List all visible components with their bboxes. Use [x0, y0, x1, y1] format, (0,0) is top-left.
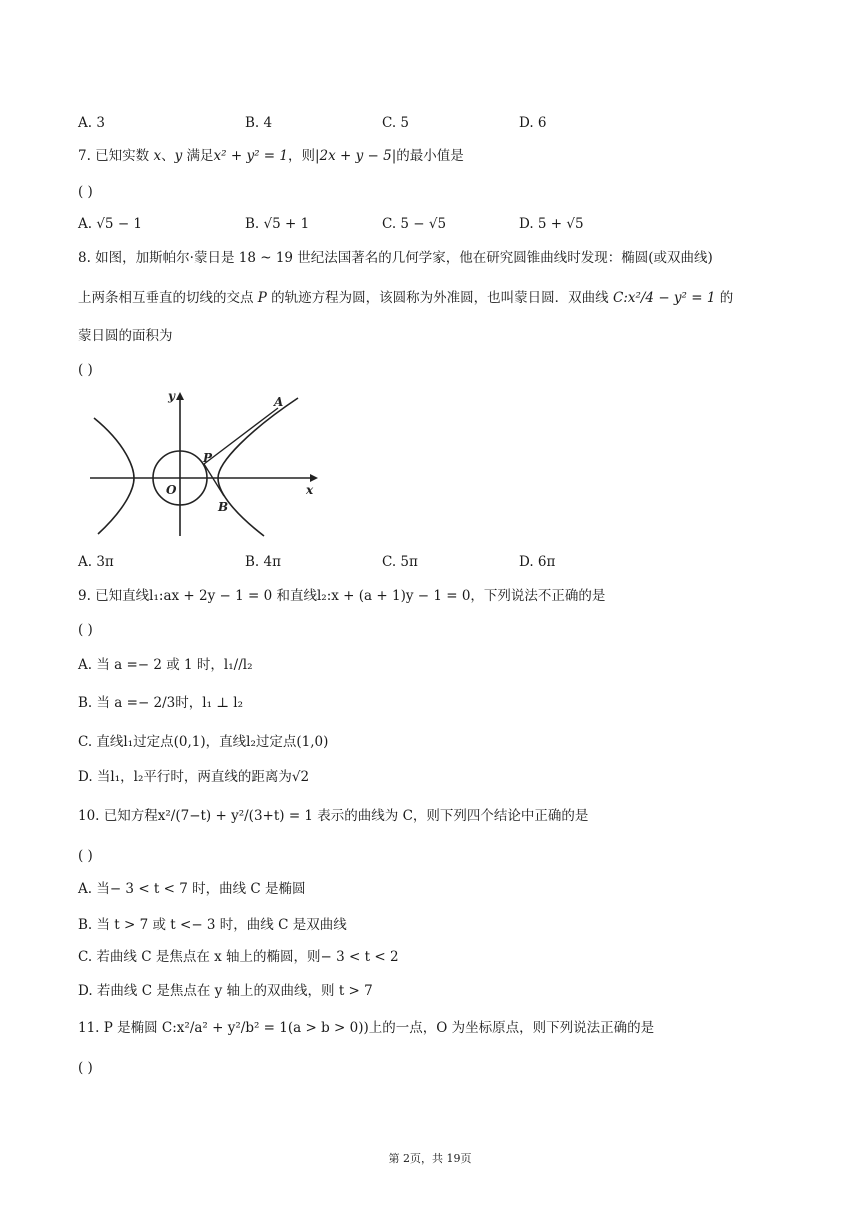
- page-footer: 第 2页，共 19页: [388, 1152, 472, 1165]
- hyperbola-left-branch: [94, 418, 134, 534]
- q9-answer-paren: ( ): [78, 622, 93, 638]
- q9-option-a: A. 当 a =− 2 或 1 时，l₁//l₂: [78, 657, 253, 673]
- q8-stem-line2: 上两条相互垂直的切线的交点 P 的轨迹方程为圆，该圆称为外准圆，也叫蒙日圆．双曲线 C:x²/4 − y² = 1 的: [78, 290, 734, 306]
- q8-option-a: A. 3π: [78, 554, 114, 570]
- q8-option-d: D. 6π: [519, 554, 556, 570]
- label-x: x: [306, 483, 314, 497]
- q6-option-b: B. 4: [245, 115, 273, 131]
- q6-option-a: A. 3: [78, 115, 105, 131]
- q10-stem: 10. 已知方程x²/(7−t) + y²/(3+t) = 1 表示的曲线为 C，则下列四个结论中正确的是: [78, 808, 589, 824]
- q9-option-c: C. 直线l₁过定点(0,1)，直线l₂过定点(1,0): [78, 734, 329, 750]
- q7-option-c: C. 5 − √5: [382, 216, 447, 232]
- q10-option-a: A. 当− 3 < t < 7 时，曲线 C 是椭圆: [78, 881, 306, 897]
- label-a: A: [274, 395, 284, 409]
- label-p: P: [203, 451, 213, 465]
- x-axis-arrow-icon: [310, 474, 318, 482]
- y-axis-arrow-icon: [176, 392, 184, 400]
- hyperbola-right-branch: [218, 398, 298, 536]
- q7-option-d: D. 5 + √5: [519, 216, 584, 232]
- q7-stem: 7. 已知实数 x、y 满足x² + y² = 1，则|2x + y − 5|的最小值是: [78, 148, 464, 164]
- label-origin: O: [166, 483, 177, 497]
- label-y: y: [168, 389, 175, 403]
- q8-answer-paren: ( ): [78, 362, 93, 378]
- q10-answer-paren: ( ): [78, 848, 93, 864]
- q10-option-c: C. 若曲线 C 是焦点在 x 轴上的椭圆，则− 3 < t < 2: [78, 949, 399, 965]
- mongin-circle-figure: [88, 384, 328, 542]
- q6-option-c: C. 5: [382, 115, 410, 131]
- q9-option-b: B. 当 a =− 2/3时，l₁ ⊥ l₂: [78, 695, 244, 711]
- q8-option-b: B. 4π: [245, 554, 281, 570]
- q7-option-a: A. √5 − 1: [78, 216, 143, 232]
- q6-option-d: D. 6: [519, 115, 547, 131]
- q11-stem: 11. P 是椭圆 C:x²/a² + y²/b² = 1(a > b > 0))上的一点，O 为坐标原点，则下列说法正确的是: [78, 1020, 655, 1036]
- q7-option-b: B. √5 + 1: [245, 216, 310, 232]
- q7-answer-paren: ( ): [78, 184, 93, 200]
- q8-stem-line3: 蒙日圆的面积为: [78, 328, 173, 344]
- label-b: B: [218, 500, 229, 514]
- q10-option-d: D. 若曲线 C 是焦点在 y 轴上的双曲线，则 t > 7: [78, 983, 373, 999]
- q8-stem-line1: 8. 如图，加斯帕尔·蒙日是 18 ~ 19 世纪法国著名的几何学家，他在研究圆锥曲线时发现：椭圆(或双曲线): [78, 250, 713, 266]
- q11-answer-paren: ( ): [78, 1060, 93, 1076]
- q10-option-b: B. 当 t > 7 或 t <− 3 时，曲线 C 是双曲线: [78, 917, 347, 933]
- q9-option-d: D. 当l₁，l₂平行时，两直线的距离为√2: [78, 769, 310, 785]
- q9-stem: 9. 已知直线l₁:ax + 2y − 1 = 0 和直线l₂:x + (a + 1)y − 1 = 0，下列说法不正确的是: [78, 588, 606, 604]
- q8-option-c: C. 5π: [382, 554, 418, 570]
- tangent-line-pa: [204, 408, 278, 464]
